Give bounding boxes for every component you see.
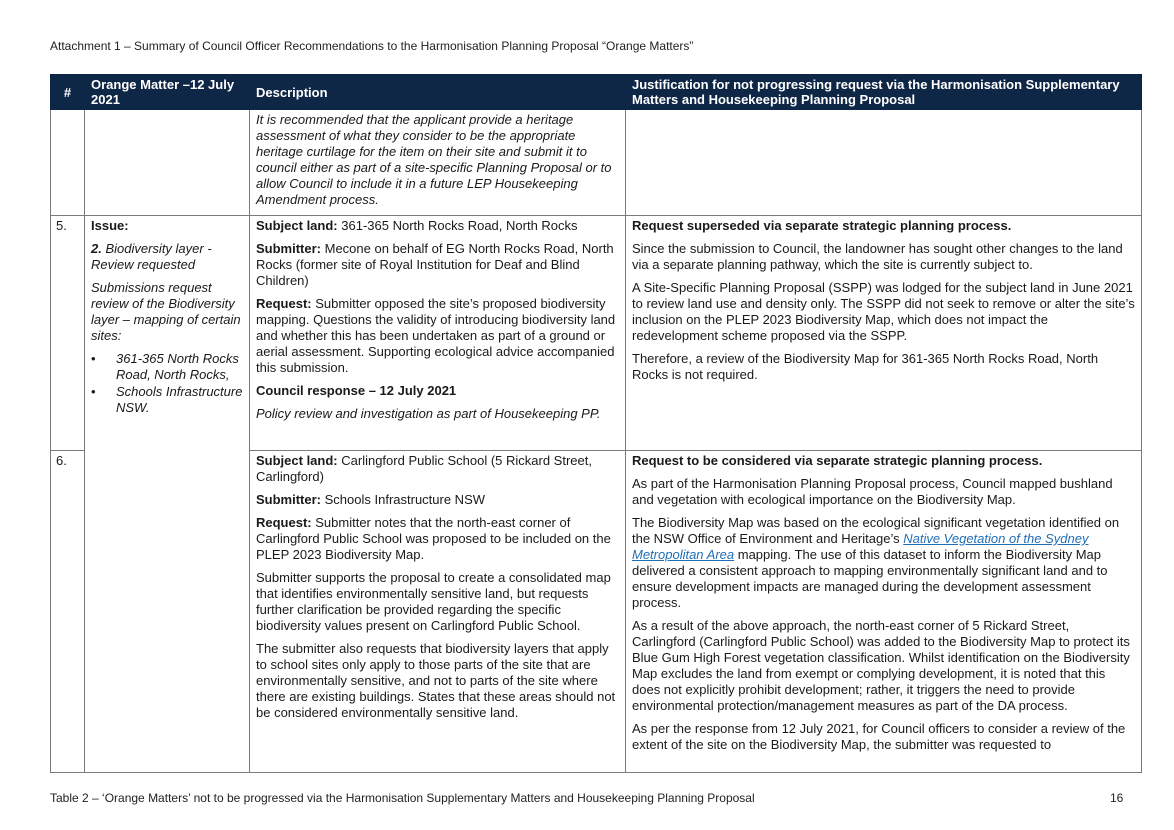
col-header-justification: Justification for not progressing request via the Harmonisation Supplementary Matters and Housekeeping Planning Proposal xyxy=(626,75,1142,110)
row6-justification-p2: The Biodiversity Map was based on the ecological significant vegetation identified on the NSW Office of Environment and Heritage’s Native Vegetation of the Sydney Metropolitan Area mapping. The use of this dataset to inform the Biodiversity Map delivered a consistent approach to mapping environmentally significant land and to ensure development impacts are managed during the development assessment process. xyxy=(632,515,1120,610)
page-number: 16 xyxy=(1110,791,1124,805)
list-item: • 361-365 North Rocks Road, North Rocks, xyxy=(116,351,243,383)
row5-subject-land: Subject land: 361-365 North Rocks Road, North Rocks xyxy=(256,218,578,233)
row6-justification-p3: As a result of the above approach, the north-east corner of 5 Rickard Street, Carlingford (Carlingford Public School) was added to the Biodiversity Map to protect its Blue Gum High Forest vegetation classification. Whilst identification on the Biodiversity Map excludes the land from exempt or complying development, it is noted that this does not explicitly prohibit development; rather, it triggers the need to provide environmental protection/management measures as part of the DA process. xyxy=(632,618,1130,713)
row5-matter-cell xyxy=(85,216,250,773)
document-header: Attachment 1 – Summary of Council Officer Recommendations to the Harmonisation Planning Proposal “Orange Matters” xyxy=(50,39,694,53)
col-header-description: Description xyxy=(250,75,626,110)
table-header-row xyxy=(51,75,1142,110)
row6-justification-p4: As per the response from 12 July 2021, for Council officers to consider a review of the extent of the site on the Biodiversity Map, the submitter was requested to xyxy=(632,721,1126,752)
row6-also: The submitter also requests that biodiversity layers that apply to school sites only apply to those parts of the site that are environmentally sensitive, and not to parts of the site where there are existing buildings. States that these areas should not be considered environmentally sensitive land. xyxy=(256,641,616,720)
table-caption: Table 2 – ‘Orange Matters’ not to be progressed via the Harmonisation Supplementary Matters and Housekeeping Planning Proposal xyxy=(50,791,755,805)
row6-justification-p1: As part of the Harmonisation Planning Proposal process, Council mapped bushland and vegetation with ecological importance on the Biodiversity Map. xyxy=(632,476,1113,507)
native-vegetation-link[interactable]: Native Vegetation of the Sydney Metropolitan Area xyxy=(632,531,1089,562)
row6-submitter: Submitter: Schools Infrastructure NSW xyxy=(256,492,486,507)
list-item: • Schools Infrastructure NSW. xyxy=(116,384,243,416)
cont-description-cell xyxy=(250,110,626,216)
row5-request: Request: Submitter opposed the site’s proposed biodiversity mapping. Questions the validity of introducing biodiversity land and whether this has been undertaken as part of a ground or aerial assessment. Supporting ecological advice accompanied this submission. xyxy=(256,296,616,375)
row5-number: 5. xyxy=(51,216,85,451)
row5-council-response-text: Policy review and investigation as part of Housekeeping PP. xyxy=(256,406,601,421)
sites-list xyxy=(91,351,243,416)
row6-number: 6. xyxy=(51,451,85,773)
cont-number-cell xyxy=(51,110,85,216)
table-row-continued xyxy=(51,110,1142,216)
row5-justification-cell xyxy=(626,216,1142,451)
row6-support: Submitter supports the proposal to create a consolidated map that identifies environmentally sensitive land, but requests further clarification be provided regarding the specific biodiversity values present on Carlingford Public School. xyxy=(256,570,611,633)
table-row-5 xyxy=(51,216,1142,451)
issue-label: Issue: xyxy=(91,218,129,233)
issue-title xyxy=(91,241,243,273)
col-header-orange-matter: Orange Matter –12 July 2021 xyxy=(85,75,250,110)
row5-submitter: Submitter: Mecone on behalf of EG North Rocks Road, North Rocks (former site of Royal Institution for Deaf and Blind Children) xyxy=(256,241,614,288)
cont-description-text: It is recommended that the applicant provide a heritage assessment of what they consider to be the appropriate heritage curtilage for the item on their site and submit it to council either as part of a site-specific Planning Proposal or to allow Council to include it in a future LEP Housekeeping Amendment process. xyxy=(256,112,612,207)
orange-matters-table xyxy=(50,74,1142,773)
row5-justification-p1: Since the submission to Council, the landowner has sought other changes to the land via a separate planning pathway, which the site is currently subject to. xyxy=(632,241,1123,272)
cont-justification-cell xyxy=(626,110,1142,216)
row5-justification-p2: A Site-Specific Planning Proposal (SSPP) was lodged for the subject land in June 2021 to review land use and density only. The SSPP did not seek to remove or alter the site’s inclusion on the PLEP 2023 Biodiversity Map, which does not impact the redevelopment scheme proposed via the SSPP. xyxy=(632,280,1135,343)
issue-title-text: Biodiversity layer - Review requested xyxy=(91,241,212,272)
row6-description-cell xyxy=(250,451,626,773)
row6-request: Request: Submitter notes that the north-east corner of Carlingford Public School was proposed to be included on the PLEP 2023 Biodiversity Map. xyxy=(256,515,611,562)
row6-justification-heading: Request to be considered via separate strategic planning process. xyxy=(632,453,1043,468)
cont-matter-cell xyxy=(85,110,250,216)
issue-intro: Submissions request review of the Biodiversity layer – mapping of certain sites: xyxy=(91,280,241,343)
row5-justification-heading: Request superseded via separate strategic planning process. xyxy=(632,218,1012,233)
col-header-number: # xyxy=(51,75,85,110)
issue-number: 2. xyxy=(91,241,102,256)
row6-justification-cell xyxy=(626,451,1142,773)
row5-description-cell xyxy=(250,216,626,451)
row5-council-response-heading: Council response – 12 July 2021 xyxy=(256,383,457,398)
row6-subject-land: Subject land: Carlingford Public School (5 Rickard Street, Carlingford) xyxy=(256,453,592,484)
row5-justification-p3: Therefore, a review of the Biodiversity Map for 361-365 North Rocks Road, North Rocks is not required. xyxy=(632,351,1099,382)
